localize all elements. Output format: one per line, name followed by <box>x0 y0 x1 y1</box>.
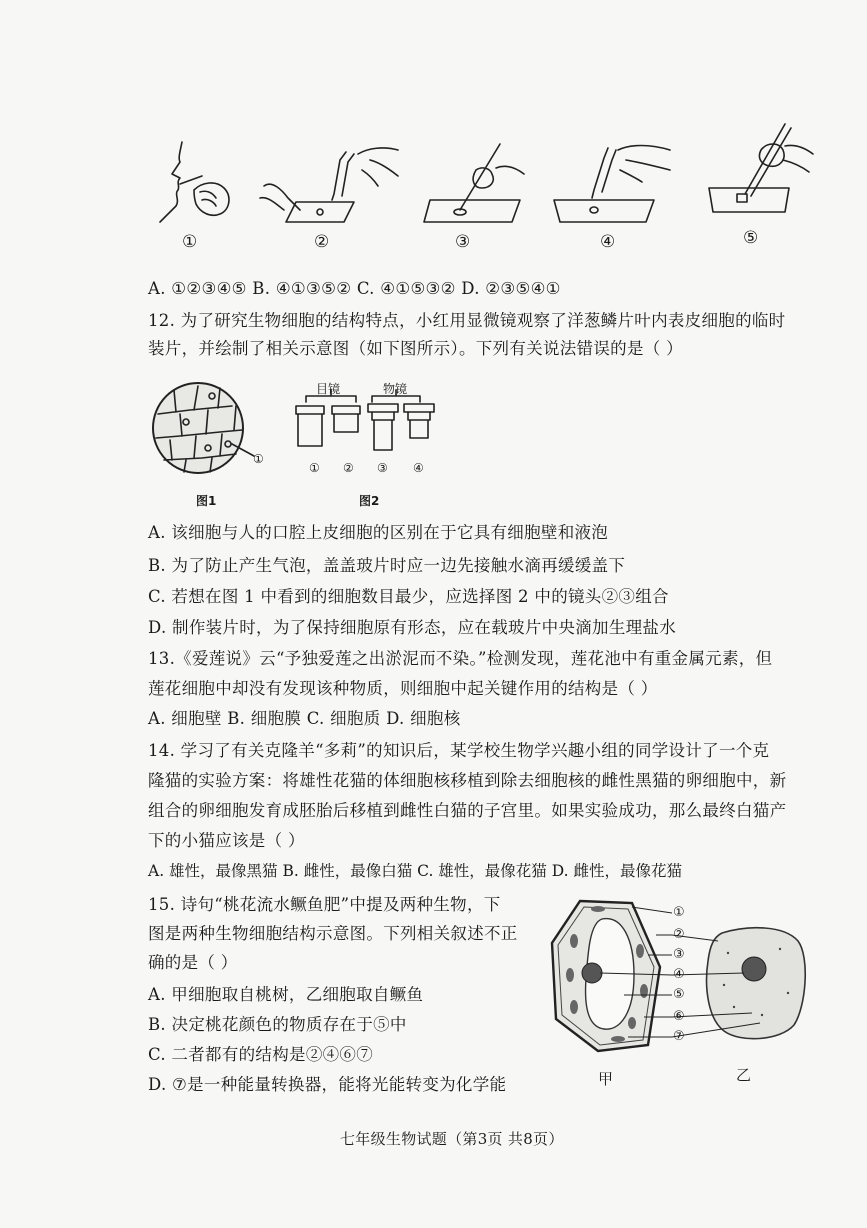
q12-option-c: C. 若想在图 1 中看到的细胞数目最少，应选择图 2 中的镜头②③组合 <box>148 587 669 606</box>
q11-step-label-1: ① <box>182 232 198 252</box>
q11-step-label-5: ⑤ <box>743 228 759 248</box>
q14-stem-line-4: 下的小猫应该是（ ） <box>148 831 305 850</box>
q15-option-c: C. 二者都有的结构是②④⑥⑦ <box>148 1045 374 1064</box>
q12-stem-line-1: 12. 为了研究生物细胞的结构特点，小红用显微镜观察了洋葱鳞片叶内表皮细胞的临时 <box>148 311 786 330</box>
lens-number-4: ④ <box>413 461 424 475</box>
lens-number-3: ③ <box>377 461 388 475</box>
q12-figure-1-caption: 图1 <box>196 494 217 508</box>
plant-cell-jia <box>552 901 660 1051</box>
q11-step-4 <box>550 138 685 228</box>
cell-label-4: ④ <box>673 967 685 982</box>
q15-stem-line-1: 15. 诗句“桃花流水鳜鱼肥”中提及两种生物，下 <box>148 895 501 914</box>
q15-option-d: D. ⑦是一种能量转换器，能将光能转变为化学能 <box>148 1075 507 1094</box>
q12-figure-2-caption: 图2 <box>359 494 380 508</box>
toothpick-smear-icon <box>420 140 530 230</box>
objective-label: 物镜 <box>383 382 408 396</box>
q13-stem-line-2: 莲花细胞中却没有发现该种物质，则细胞中起关键作用的结构是（ ） <box>148 679 658 698</box>
q12-figure-1-microscope-view <box>150 378 260 488</box>
q13-options: A. 细胞壁 B. 细胞膜 C. 细胞质 D. 细胞核 <box>148 709 461 728</box>
q14-options: A. 雄性，最像黑猫 B. 雌性，最像白猫 C. 雄性，最像花猫 D. 雌性，最像花猫 <box>148 862 682 880</box>
page-footer: 七年级生物试题（第3页 共8页） <box>340 1130 564 1148</box>
q11-step-label-3: ③ <box>455 232 471 252</box>
eyepiece-label: 目镜 <box>316 382 341 396</box>
lens-number-2: ② <box>343 461 354 475</box>
face-with-toothpick-icon <box>150 140 240 230</box>
q11-step-label-2: ② <box>314 232 330 252</box>
q11-options: A. ①②③④⑤ B. ④①③⑤② C. ④①⑤③② D. ②③⑤④① <box>148 279 561 298</box>
q12-figure-2-lenses <box>292 380 442 460</box>
q11-step-2 <box>258 140 408 230</box>
animal-cell-yi <box>707 928 806 1039</box>
q12-figure-1-marker: ① <box>253 452 264 466</box>
cell-label-1: ① <box>673 905 685 920</box>
q15-option-b: B. 决定桃花颜色的物质存在于⑤中 <box>148 1015 407 1034</box>
q15-stem-line-2: 图是两种生物细胞结构示意图。下列相关叙述不正 <box>148 924 518 943</box>
lens-number-1: ① <box>309 461 320 475</box>
dropper-drop-icon <box>550 138 685 228</box>
q11-step-label-4: ④ <box>600 232 616 252</box>
cell-yi-name: 乙 <box>736 1066 752 1084</box>
cell-label-7: ⑦ <box>673 1029 685 1044</box>
q12-option-d: D. 制作装片时，为了保持细胞原有形态，应在载玻片中央滴加生理盐水 <box>148 618 677 637</box>
cell-label-5: ⑤ <box>673 987 685 1002</box>
q14-stem-line-3: 组合的卵细胞发育成胚胎后移植到雌性白猫的子宫里。如果实验成功，那么最终白猫产 <box>148 801 787 820</box>
tweezers-coverslip-icon <box>705 120 815 220</box>
q14-stem-line-2: 隆猫的实验方案：将雄性花猫的体细胞核移植到除去细胞核的雌性黑猫的卵细胞中，新 <box>148 771 787 790</box>
dropper-on-slide-icon <box>258 140 408 230</box>
cell-jia-name: 甲 <box>598 1070 614 1088</box>
q11-step-5 <box>705 120 815 220</box>
q15-stem-line-3: 确的是（ ） <box>148 953 238 972</box>
q11-step-1 <box>150 140 240 230</box>
q12-option-a: A. 该细胞与人的口腔上皮细胞的区别在于它具有细胞壁和液泡 <box>148 523 609 542</box>
q12-stem-line-2: 装片，并绘制了相关示意图（如下图所示）。下列有关说法错误的是（ ） <box>148 339 683 358</box>
cell-label-3: ③ <box>673 947 685 962</box>
q14-stem-line-1: 14. 学习了有关克隆羊“多莉”的知识后，某学校生物学兴趣小组的同学设计了一个克 <box>148 741 770 760</box>
q13-stem-line-1: 13.《爱莲说》云“予独爱莲之出淤泥而不染。”检测发现，莲花池中有重金属元素，但 <box>148 649 773 668</box>
cell-label-2: ② <box>673 927 685 942</box>
q11-step-3 <box>420 140 530 230</box>
q15-option-a: A. 甲细胞取自桃树，乙细胞取自鳜鱼 <box>148 985 424 1004</box>
q12-option-b: B. 为了防止产生气泡，盖盖玻片时应一边先接触水滴再缓缓盖下 <box>148 556 626 575</box>
cell-label-6: ⑥ <box>673 1009 685 1024</box>
